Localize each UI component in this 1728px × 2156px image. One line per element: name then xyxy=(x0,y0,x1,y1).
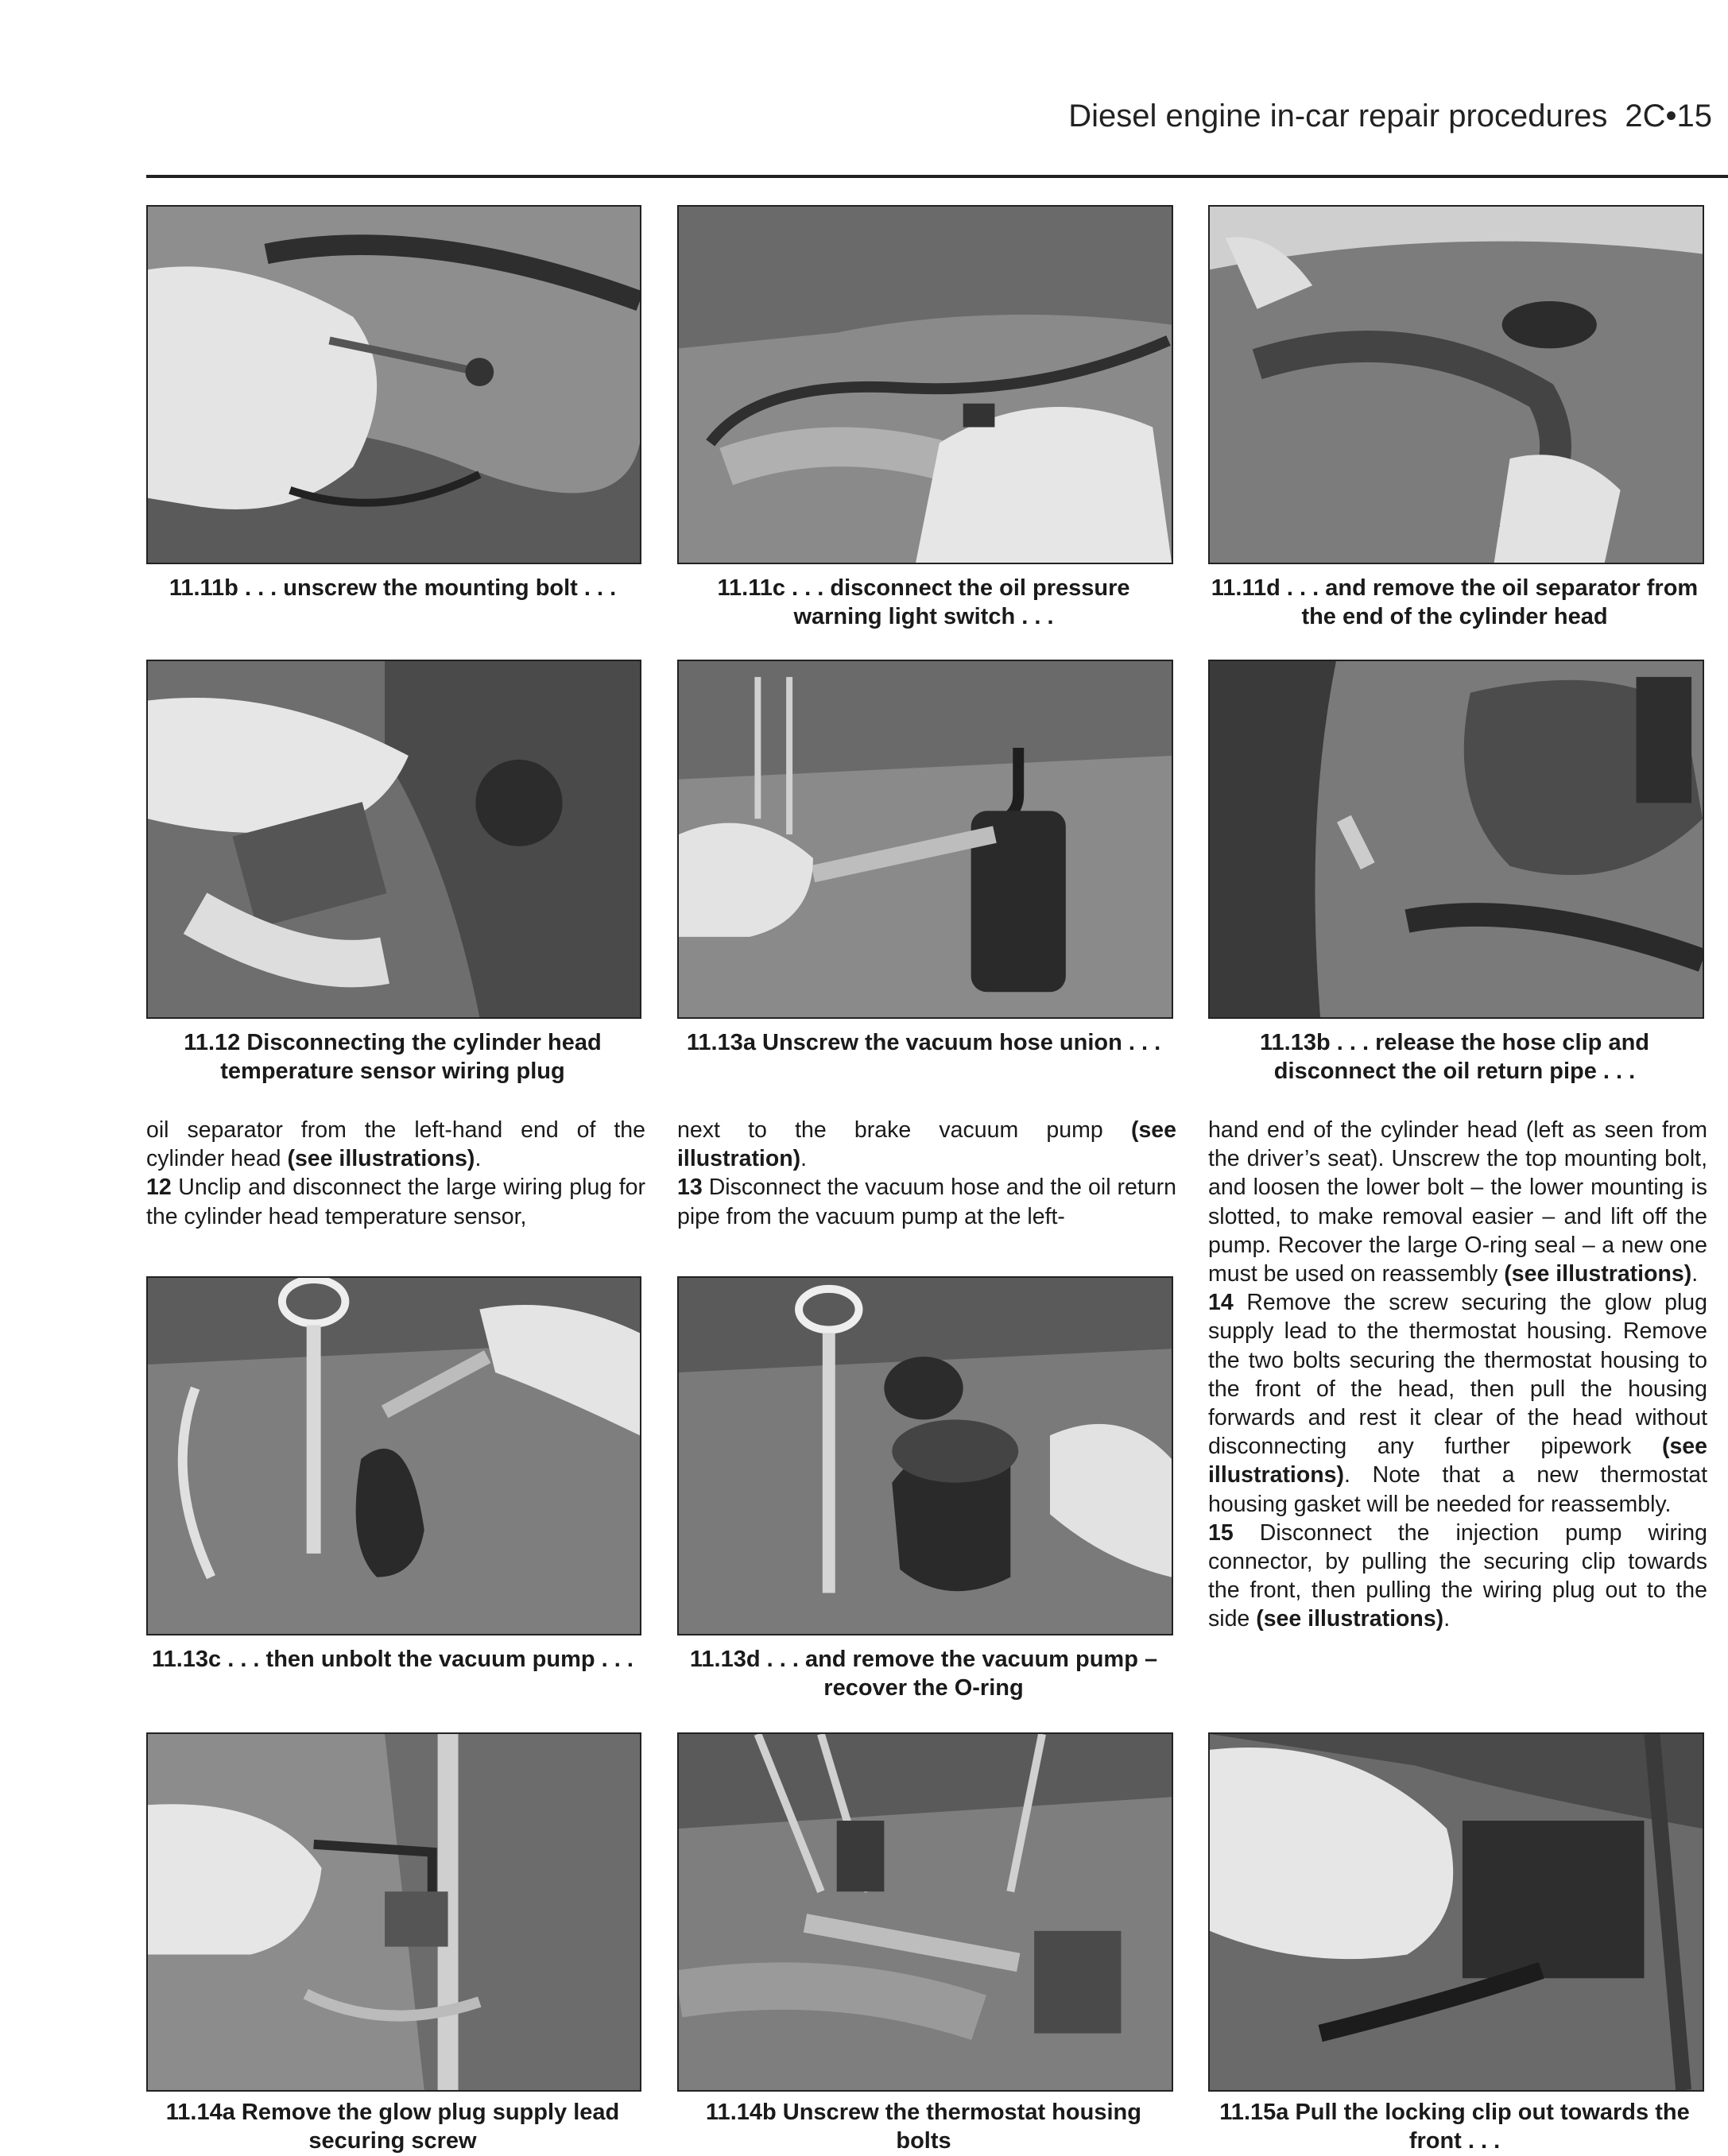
photo-11-13d-image xyxy=(679,1278,1172,1634)
step-number: 15 xyxy=(1208,1519,1234,1546)
photo-11-11c xyxy=(677,205,1173,564)
illustration-reference: (see illustrations) xyxy=(287,1146,475,1172)
paragraph-13-end xyxy=(1208,1116,1707,1288)
photo-11-15a xyxy=(1208,1732,1704,2092)
body-column-2 xyxy=(677,1116,1176,1231)
punctuation: . xyxy=(800,1146,808,1172)
photo-11-11d-image xyxy=(1210,207,1703,563)
illustration-reference: (see illustrations) xyxy=(1208,1434,1707,1488)
paragraph-14 xyxy=(1208,1288,1707,1519)
photo-11-13d xyxy=(677,1276,1173,1635)
punctuation: . xyxy=(1443,1606,1451,1632)
paragraph-text: next to the brake vacuum pump xyxy=(677,1117,1131,1143)
paragraph-text: Remove the screw securing the glow plug supply lead to the thermostat housing. Remove the two bolts securing the thermostat housing to the front of the head, then pull the housing forwards and rest it clear of the head without disconnecting any further pipework xyxy=(1208,1290,1707,1460)
paragraph-text: hand end of the cylinder head (left as seen from the driver’s seat). Unscrew the top mounting bolt, and loosen the lower bolt – the lower mounting is slotted, to make removal easier – and lift off the pump. Recover the large O-ring seal – a new one must be used on reassembly xyxy=(1208,1117,1707,1287)
step-number: 12 xyxy=(146,1175,172,1201)
photo-11-13c xyxy=(146,1276,641,1635)
paragraph-text: Disconnect the injection pump wiring connector, by pulling the securing clip towards the front, then pulling the wiring plug out to the side xyxy=(1208,1519,1707,1632)
caption-11-13d: 11.13d . . . and remove the vacuum pump – recover the O-ring xyxy=(689,1647,1158,1701)
photo-11-13b-image xyxy=(1210,661,1703,1017)
caption-11-14b: 11.14b Unscrew the thermostat housing bolts xyxy=(706,2100,1141,2154)
photo-11-12 xyxy=(146,660,641,1019)
caption-11-11c: 11.11c . . . disconnect the oil pressure warning light switch . . . xyxy=(717,575,1130,629)
illustration-reference: (see illustrations) xyxy=(1504,1261,1692,1287)
photo-11-13a xyxy=(677,660,1173,1019)
caption-11-14a: 11.14a Remove the glow plug supply lead securing screw xyxy=(165,2100,620,2154)
paragraph-13 xyxy=(677,1173,1176,1230)
photo-11-14b xyxy=(677,1732,1173,2092)
caption-11-13c: 11.13c . . . then unbolt the vacuum pump . . . xyxy=(152,1647,633,1672)
illustration-reference: (see illustration) xyxy=(677,1117,1176,1172)
illustration-reference: (see illustrations) xyxy=(1256,1606,1444,1632)
step-number: 14 xyxy=(1208,1290,1234,1316)
photo-11-11c-image xyxy=(679,207,1172,563)
photo-11-13b xyxy=(1208,660,1704,1019)
photo-11-12-image xyxy=(148,661,640,1017)
photo-11-14a xyxy=(146,1732,641,2092)
caption-11-12: 11.12 Disconnecting the cylinder head temperature sensor wiring plug xyxy=(184,1030,602,1084)
header-rule xyxy=(146,175,1728,178)
running-header xyxy=(0,97,1728,135)
photo-11-11b xyxy=(146,205,641,564)
body-column-3 xyxy=(1208,1116,1707,1634)
photo-11-13c-image xyxy=(148,1278,640,1634)
paragraph-15 xyxy=(1208,1519,1707,1634)
paragraph-12-end xyxy=(677,1116,1176,1173)
paragraph-text: . Note that a new thermostat housing gasket will be needed for reassembly. xyxy=(1208,1462,1707,1517)
caption-11-13b: 11.13b . . . release the hose clip and disconnect the oil return pipe . . . xyxy=(1260,1030,1649,1084)
punctuation: . xyxy=(475,1146,482,1172)
photo-11-11b-image xyxy=(148,207,640,563)
photo-11-11d xyxy=(1208,205,1704,564)
photo-11-14a-image xyxy=(148,1734,640,2090)
body-column-1 xyxy=(146,1116,645,1231)
caption-11-11b: 11.11b . . . unscrew the mounting bolt . . . xyxy=(169,575,617,601)
page-number: 2C•15 xyxy=(1625,99,1712,134)
punctuation: . xyxy=(1691,1261,1699,1287)
photo-11-14b-image xyxy=(679,1734,1172,2090)
caption-11-11d: 11.11d . . . and remove the oil separator from the end of the cylinder head xyxy=(1211,575,1699,629)
paragraph-12 xyxy=(146,1173,645,1230)
caption-11-15a: 11.15a Pull the locking clip out towards the front . . . xyxy=(1219,2100,1690,2154)
paragraph-text: oil separator from the left-hand end of the cylinder head xyxy=(146,1117,645,1172)
caption-11-13a: 11.13a Unscrew the vacuum hose union . . . xyxy=(686,1030,1161,1055)
photo-11-15a-image xyxy=(1210,1734,1703,2090)
step-number: 13 xyxy=(677,1175,703,1201)
paragraph-11-end xyxy=(146,1116,645,1173)
photo-11-13a-image xyxy=(679,661,1172,1017)
paragraph-text: Unclip and disconnect the large wiring plug for the cylinder head temperature sensor, xyxy=(146,1175,645,1229)
paragraph-text: Disconnect the vacuum hose and the oil return pipe from the vacuum pump at the left- xyxy=(677,1175,1176,1229)
header-title: Diesel engine in-car repair procedures xyxy=(1068,99,1608,134)
